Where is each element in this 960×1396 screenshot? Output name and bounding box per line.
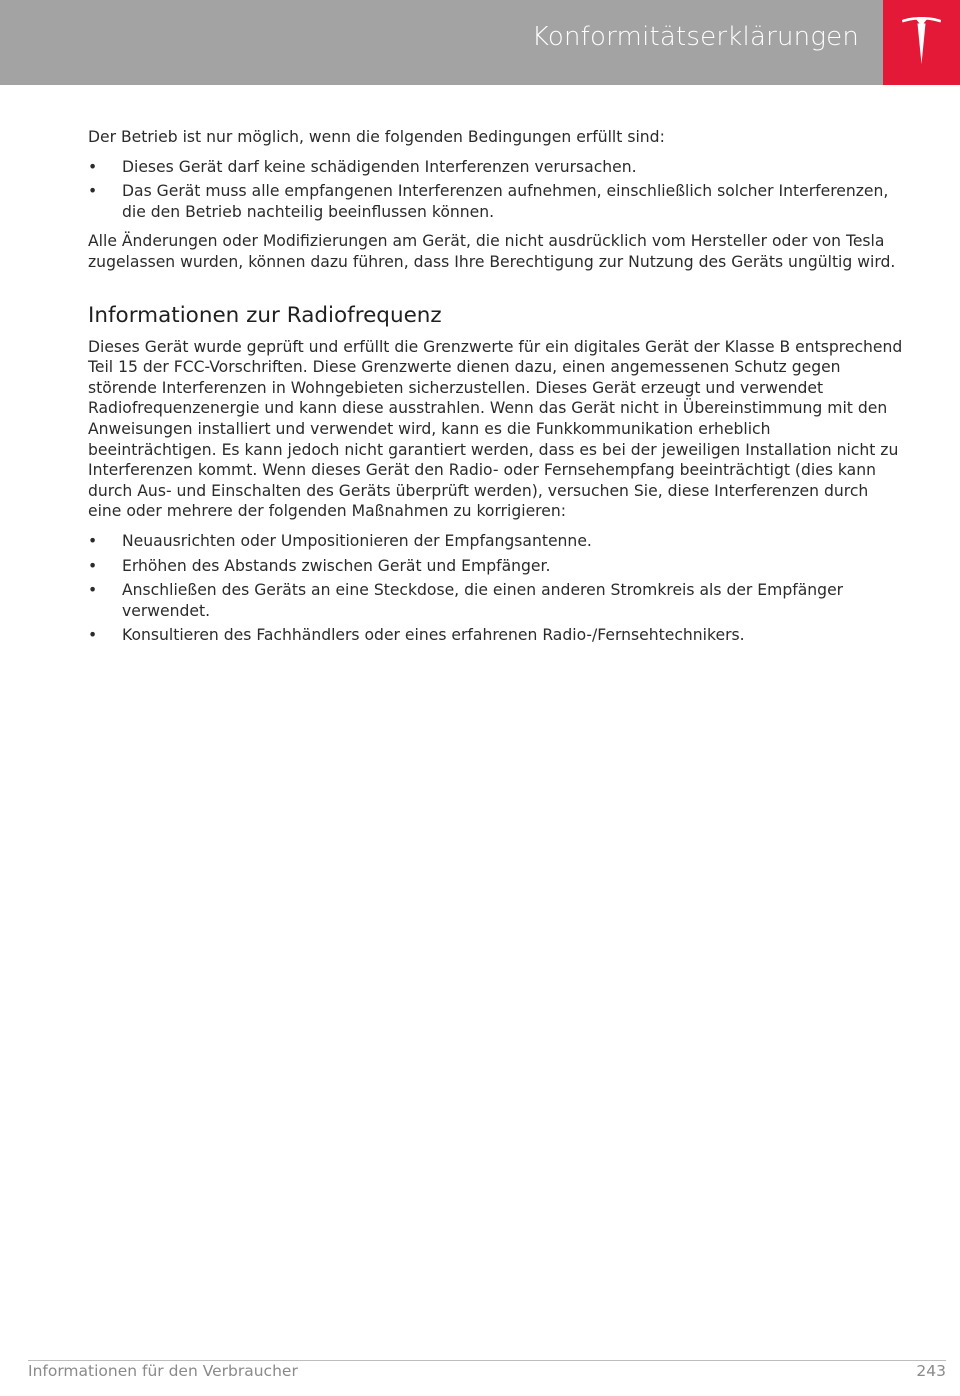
bullet-icon: •	[88, 556, 98, 575]
tesla-logo-icon	[900, 16, 943, 66]
footer-section-name: Informationen für den Verbraucher	[28, 1362, 298, 1380]
list-item	[88, 531, 903, 552]
bullet-icon: •	[88, 157, 98, 176]
list-item-text: Dieses Gerät darf keine schädigenden Interferenzen verursachen.	[122, 157, 637, 176]
list-item	[88, 625, 903, 646]
page-title: Konformitätserklärungen	[531, 22, 859, 52]
section-heading: Informationen zur Radiofrequenz	[88, 302, 442, 328]
list-item	[88, 181, 903, 222]
conditions-list	[88, 157, 903, 223]
modifications-note: Alle Änderungen oder Modifizierungen am Gerät, die nicht ausdrücklich vom Hersteller oder von Tesla zugelassen wurden, können dazu führen, dass Ihre Berechtigung zur Nutzung des Geräts ungültig wird.	[88, 232, 896, 271]
radio-body-text: Dieses Gerät wurde geprüft und erfüllt die Grenzwerte für ein digitales Gerät der Klasse B entsprechend Teil 15 der FCC-Vorschriften. Diese Grenzwerte dienen dazu, einen angemessenen Schutz gegen störende Interferenzen in Wohngebieten sicherzustellen. Dieses Gerät erzeugt und verwendet Radiofrequenzenergie und kann diese ausstrahlen. Wenn das Gerät nicht in Übereinstimmung mit den Anweisungen installiert und verwendet wird, kann es die Funkkommunikation erheblich beeinträchtigen. Es kann jedoch nicht garantiert werden, dass es bei der jeweiligen Installation nicht zu Interferenzen kommt. Wenn dieses Gerät den Radio- oder Fernsehempfang beeinträchtigt (dies kann durch Aus- und Einschalten des Geräts überprüft werden), versuchen Sie, diese Interferenzen durch eine oder mehrere der folgenden Maßnahmen zu korrigieren:	[88, 337, 903, 521]
intro-text: Der Betrieb ist nur möglich, wenn die folgenden Bedingungen erfüllt sind:	[88, 128, 665, 146]
tesla-logo	[883, 0, 960, 85]
list-item	[88, 556, 903, 577]
list-item-text: Erhöhen des Abstands zwischen Gerät und Empfänger.	[122, 556, 551, 575]
page-number: 243	[916, 1362, 946, 1380]
bullet-icon: •	[88, 626, 98, 645]
list-item-text: Anschließen des Geräts an eine Steckdose, die einen anderen Stromkreis als der Empfänger verwendet.	[122, 581, 844, 620]
measures-list	[88, 531, 903, 646]
footer-divider	[28, 1360, 946, 1361]
list-item	[88, 157, 903, 178]
list-item-text: Das Gerät muss alle empfangenen Interferenzen aufnehmen, einschließlich solcher Interferenzen, die den Betrieb nachteilig beeinflussen können.	[122, 182, 889, 221]
list-item	[88, 580, 903, 621]
bullet-icon: •	[88, 182, 98, 201]
document-body	[88, 127, 903, 655]
list-item-text: Konsultieren des Fachhändlers oder eines erfahrenen Radio-/Fernsehtechnikers.	[122, 626, 745, 645]
bullet-icon: •	[88, 531, 98, 550]
list-item-text: Neuausrichten oder Umpositionieren der Empfangsantenne.	[122, 531, 592, 550]
bullet-icon: •	[88, 581, 98, 600]
